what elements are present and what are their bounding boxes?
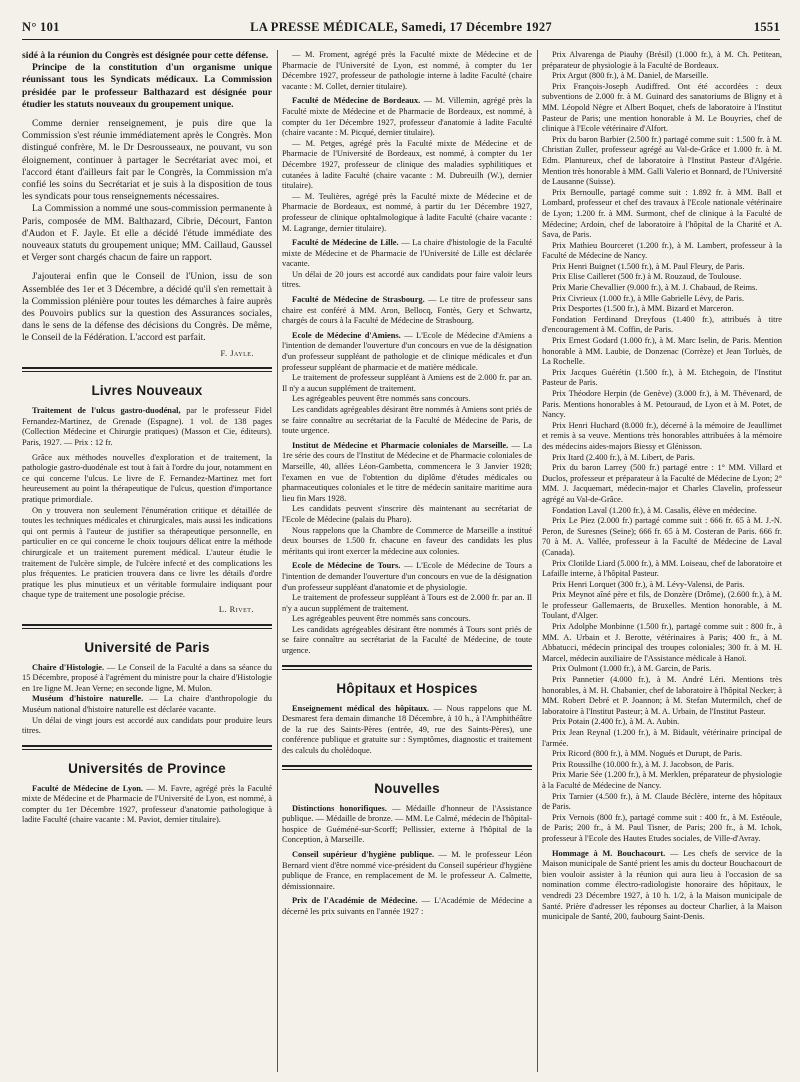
section-rule [22,628,272,629]
prize-entry: Fondation Laval (1.200 fr.), à M. Casalis, élève en médecine. [552,505,757,515]
prize-entry: Prix du baron Barbier (2.500 fr.) partagé comme suit : 1.500 fr. à M. Christian Zuller, professeur agrégé au Val-de-Grâce et 1.000 fr. à M. Edm. Plantureux, chef de laboratoire à l'Institut Pasteur d'Algérie. Mention très honorable à MM. Galli Valerio et Bonnard, de l'Université de Lausanne (Suisse). [542,134,782,187]
paragraph: J'ajouterai enfin que le Conseil de l'Union, issu de son Assemblée des 1er et 3 Décembre, a décidé qu'il s'en remettait à la Commission plénière pour toutes les démarches à faire auprès des Pouvoirs publics sur la question des Assurances sociales, dans le sens de la défense des décisions du Congrès. De même, le Conseil de la Fédération. L'accord est parfait. [22,271,272,344]
signature: F. Jayle. [220,348,254,358]
book-title: Traitement de l'ulcus gastro-duodénal, [32,406,181,416]
item-text: — La 1re série des cours de l'Institut de Médecine et de Pharmacie coloniales de Marseille, 40, allées Léon-Gambetta, commencera le 3 Janvier 1928; l'examen en vue de l'obtention du diplôme d'études médicales ou pharmaceutiques coloniales et le titre de médecin sanitaire maritime aura lieu fin Mars 1928. [282,440,532,503]
paragraph: Comme dernier renseignement, je puis dire que la Commission s'est réunie immédiatement après le Congrès. Mon distingué confrère, M. le Dr Desrousseaux, ne pouvant, vu son éloignement, continuer à partager le Secrétariat avec moi, et l'accord étant d'ailleurs fait par le Congrès, la Commission m'a confié les soins du Secrétariat et je suis à la disposition de tous les syndicats pour tous renseignements nécessaires. [22,118,272,203]
section-rule [22,624,272,626]
prize-entry: Prix Henri Huchard (8.000 fr.), décerné à la mémoire de Jeaullimet et remis à sa veuve. Mentions très honorables attribuées à la mémoire des médecins aides-majors Biessy et Glénisson. [542,420,782,451]
item-heading: Faculté de Médecine de Bordeaux. [292,96,421,106]
signature: L. Rivet. [218,604,254,614]
item-heading: Hommage à M. Bouchacourt. [552,848,666,858]
item-heading: Faculté de Médecine de Strasbourg. [292,295,425,305]
item-text: — Nous rappelons que M. Desmarest fera demain dimanche 18 Décembre, à 10 h., à l'Amphithéâtre de la rue des Saints-Pères (entrée, 49, rue des Saints-Pères), une conférence publique et gratuite sur : Symptômes, diagnostic et traitement des calculs du cholédoque. [282,703,532,756]
column-divider [537,50,538,1072]
section-title-nouvelles: Nouvelles [374,780,440,796]
prize-entry: Prix Jacques Guérétin (1.500 fr.), à M. Etchegoin, de l'Institut Pasteur de Paris. [542,367,782,388]
prize-entry: Prix Marie Chevallier (9.000 fr.), à M. J. Chabaud, de Reims. [552,283,758,293]
item-heading: Prix de l'Académie de Médecine. [292,896,418,906]
prize-entry: Prix Bernoulle, partagé comme suit : 1.892 fr. à MM. Ball et Lombard, professeur et chef des travaux à l'Ecole nationale vétérinaire de Lyon; 1.200 fr. à MM. Surmont, chef de clinique à la Faculté de Médecine; Ardoin, chef de laboratoire à l'hôpital de la Charité et A. Sava, de Paris. [542,187,782,240]
prize-entry: Prix Itard (2.400 fr.), à M. Libert, de Paris. [552,452,695,462]
section-rule [282,765,532,767]
column-middle [282,50,532,1075]
prize-entry: Prix François-Joseph Audiffred. Ont été accordées : deux subventions de 2.000 fr. à M. Guinard des sanatoriums de Bligny et à MM. Léopold Nègre et Albert Boquet, chefs de laboratoire à l'Institut Pasteur de Paris; une mention honorable à M. Le Bouyries, chef de clinique à l'Ecole vétérinaire d'Alfort. [542,81,782,134]
journal-title: LA PRESSE MÉDICALE, Samedi, 17 Décembre 1927 [250,20,552,34]
paragraph: Le traitement de professeur suppléant à Amiens est de 2.000 fr. par an. Il n'y a aucun supplément de traitement. [282,373,532,393]
item-heading: Institut de Médecine et Pharmacie coloniales de Marseille. [292,440,509,450]
prize-entry: Prix Ricord (800 fr.), à MM. Nogués et Durupt, de Paris. [552,749,743,759]
prize-entry: Prix Argut (800 fr.), à M. Daniel, de Marseille. [552,71,709,81]
item-heading: Faculté de Médecine de Lille. [292,238,399,248]
prize-entry: Prix Vernois (800 fr.), partagé comme suit : 400 fr., à M. Estéoule, de Paris; 200 fr., à M. Paul Tisner, de Paris; 200 fr., à M. Ichok, professeur à l'Ecole des Hautes Etudes sociales, de Ville-d'Avray. [542,812,782,843]
section-rule [282,669,532,670]
section-rule [22,371,272,372]
item-heading: Conseil supérieur d'hygiène publique. [292,850,435,859]
prize-entry: Fondation Ferdinand Dreyfous (1.400 fr.), attribués à titre d'encouragement à M. Coffin, de Paris. [542,314,782,335]
section-rule [22,367,272,369]
paragraph: Le traitement de professeur suppléant à Tours est de 2.000 fr. par an. Il n'y a aucun supplément de traitement. [282,593,532,613]
item-text: — Médaille d'honneur de l'Assistance publique. — Médaille de bronze. — MM. Le Calmé, médecin de l'hôpital-hospice de Guéméné-sur-Scorff; Pellissier, externe à l'hôpital de la Conception, à Marseille. [282,803,532,845]
prize-entry: Prix Théodore Herpin (de Genève) (3.000 fr.), à M. Thévenard, de Paris. Mentions honorables à M. Petouraud, de Lyon et à M. Potet, de Nancy. [542,389,782,420]
prize-entry: Prix Meynot aîné père et fils, de Donzère (Drôme), (2.600 fr.), à M. le professeur Gallemaerts, de Bruxelles. Mention honorable, à M. Toulant, d'Alger. [542,590,782,621]
paragraph: Les candidats agrégeables désirant être nommés à Tours sont priés de se faire connaître au secrétariat de la Faculté de Médecine, de toute urgence. [282,624,532,656]
paragraph: Les candidats agrégeables désirant être nommés à Amiens sont priés de se faire connaître au secrétariat de la Faculté de Médecine de Paris, de toute urgence. [282,405,532,436]
paragraph: Principe de la constitution d'un organisme unique réunissant tous les Syndicats médicaux. La Commission présidée par le professeur Balthazard est désignée pour étudier les statuts nouveaux du groupement unique. [22,62,272,110]
prize-entry: Prix Mathieu Bourceret (1.200 fr.), à M. Lambert, professeur à la Faculté de Médecine de Nancy. [542,240,782,261]
prize-entry: Prix du baron Larrey (500 fr.) partagé entre : 1° MM. Villard et Duclos, professeur et préparateur à la Faculté de Médecine de Lyon; 2° MM. J. Jacquemart, médecin-major et Charles Clavelin, professeur agrégé au Val-de-Grâce. [542,463,782,504]
item-heading: Distinctions honorifiques. [292,803,387,813]
section-title-universite-paris: Université de Paris [84,639,210,655]
paragraph: Les agrégeables peuvent être nommés sans concours. [292,394,471,404]
item-heading: Ecole de Médecine d'Amiens. [292,330,401,340]
prize-entry: Prix Pannetier (4.000 fr.), à M. André Léri. Mentions très honorables, à M. H. Chabanier, chef de laboratoire à l'hôpital Necker; à MM. Robert Debré et P. Joannon; à M. Stefan Mutermilch, chef de laboratoire à l'Institut Pasteur; à M. A. Urbain, de l'Institut Pasteur. [542,675,782,716]
item-text: — La chaire d'histologie de la Faculté mixte de Médecine et de Pharmacie de l'Université de Lille est déclarée vacante. [282,238,532,269]
paragraph: — M. Petges, agrégé près la Faculté mixte de Médecine et de Pharmacie de l'Université de Bordeaux, est nommé, à compter du 1er Décembre 1927, professeur de clinique des maladies syphilitiques et cutanées à ladite Faculté (chaire vacante : M. Dubreuilh (W.), dernier titulaire). [282,138,532,191]
paragraph: Les candidats peuvent s'inscrire dès maintenant au secrétariat de l'Ecole de Médecine (palais du Pharo). [282,504,532,524]
prize-entry: Prix Desportes (1.500 fr.), à MM. Bizard et Marceron. [552,304,734,314]
section-title-universites-province: Universités de Province [68,760,226,776]
page-number-left: N° 101 [22,20,60,34]
prize-entry: Prix Le Piez (2.000 fr.) partagé comme suit : 666 fr. 65 à M. J.-N. Peron, de Suresnes (Seine); 666 fr. 65 à M. Costeran de Paris. 666 fr. 70 à M. A. Vallée, professeur à la Faculté de Médecine de Laval (Canada). [542,516,782,557]
paragraph: sidé à la réunion du Congrès est désignée pour cette défense. [22,50,269,61]
section-title-livres: Livres Nouveaux [91,383,203,399]
item-heading: Enseignement médical des hôpitaux. [292,703,430,713]
section-title-hopitaux: Hôpitaux et Hospices [336,680,478,696]
paragraph: — M. Froment, agrégé près la Faculté mixte de Médecine et de Pharmacie de l'Université de Lyon, est nommé, à compter du 1er Décembre 1927, professeur de pathologie interne à ladite Faculté (chaire vacante : M. Collet, dernier titulaire). [282,50,532,91]
paragraph: Un délai de 20 jours est accordé aux candidats pour faire valoir leurs titres. [282,269,532,290]
column-right [542,50,782,1075]
prize-entry: Prix Marie Sée (1.200 fr.), à M. Merklen, préparateur de physiologie à la Faculté de Médecine de Nancy. [542,770,782,790]
section-rule [22,745,272,747]
column-divider [277,50,278,1072]
prize-entry: Prix Jean Reynal (1.200 fr.), à M. Bidault, vétérinaire principal de l'armée. [542,728,782,748]
prize-entry: Prix Civrieux (1.000 fr.), à Mlle Gabrielle Lévy, de Paris. [552,293,745,303]
prize-entry: Prix Ernest Godard (1.000 fr.), à M. Marc Iselin, de Paris. Mention honorable à MM. Laubie, de Donzenac (Corrèze) et Jean Torluès, de La Rochelle. [542,336,782,367]
item-text: — Le titre de professeur sans chaire est conféré à MM. Aron, Bellocq, Fontès, Gery et Schwartz, chargés de cours à la Faculté de Médecine de Strasbourg. [282,295,532,326]
paragraph: La Commission a nommé une sous-commission permanente à Paris, composée de MM. Balthazard, Cibrie, Décourt, Fanton d'Audon et F. Jayle. Et elle a décidé l'étude immédiate des nouveaux statuts du groupement unique; MM. Caillaud, Gaussel et Verger sont chargés chacun de faire un rapport. [22,203,272,264]
prize-entry: Prix Alvarenga de Piauhy (Brésil) (1.000 fr.), à M. Ch. Petitean, préparateur de physiologie à la Faculté de Bordeaux. [542,50,782,70]
prize-entry: Prix Roussilhe (10.000 fr.), à M. J. Jacobson, de Paris. [552,759,734,769]
item-heading: Chaire d'Histologie. [32,662,105,672]
prize-entry: Prix Adolphe Monbinne (1.500 fr.), partagé comme suit : 800 fr., à MM. A. Urbain et J. Berotte, vétérinaires à Paris; 400 fr., à M. Abbatucci, médecin principal des troupes coloniales; 300 fr. à M. H. Marcel, médecin auxiliaire de l'Assistance médicale à Hanoï. [542,622,782,663]
item-text: — M. le professeur Léon Bernard vient d'être nommé vice-président du Conseil supérieur d'hygiène publique de France, en remplacement de M. le professeur A. Calmette, démissionnaire. [282,850,532,891]
item-text: — La chaire d'anthropologie du Muséum national d'histoire naturelle est déclarée vacante. [22,694,272,714]
prize-entry: Prix Potain (2.400 fr.), à M. A. Aubin. [552,717,680,727]
item-text: — L'Ecole de Médecine d'Amiens a l'intention de demander l'ouverture d'un concours en vue de la désignation d'un professeur suppléant de pathologie et de clinique médicales et d'un professeur suppléant de pharmacie et de matière médicale. [282,330,532,372]
item-text: — L'Ecole de Médecine de Tours a l'intention de demander l'ouverture d'un concours en vue de la désignation d'un professeur suppléant d'anatomie et de physiologie. [282,561,532,592]
paragraph: Les agrégeables peuvent être nommés sans concours. [292,614,471,624]
column-left [22,50,272,1075]
paragraph: Nous rappelons que la Chambre de Commerce de Marseille a institué deux bourses de 1.500 fr. chacune en faveur des candidats les plus méritants qui iront exercer la médecine aux colonies. [282,525,532,556]
section-rule [282,769,532,770]
section-rule [22,749,272,750]
page-header [22,14,780,40]
paragraph: Un délai de vingt jours est accordé aux candidats pour produire leurs titres. [22,715,272,736]
prize-entry: Prix Tarnier (4.500 fr.), à M. Claude Béclère, interne des hôpitaux de Paris. [542,791,782,812]
paragraph: — M. Teulières, agrégé près la Faculté mixte de Médecine et de Pharmacie de Bordeaux, est nommé, à partir du 1er Décembre 1927, professeur de clinique ophtalmologique à ladite Faculté (chaire vacante : M. Lagrange, dernier titulaire). [282,191,532,233]
prize-entry: Prix Henri Buignet (1.500 fr.), à M. Paul Fleury, de Paris. [552,261,745,271]
item-text: — M. Villemin, agrégé près la Faculté mixte de Médecine et de Pharmacie de Bordeaux, est nommé, à compter du 1er Décembre 1927, professeur d'anatomie à ladite Faculté (chaire vacante : M. Picqué, dernier titulaire). [282,96,532,138]
prize-entry: Prix Elise Cailleret (500 fr.) à M. Rouzaud, de Toulouse. [552,272,742,282]
prize-entry: Prix Oulmont (1.000 fr.), à M. Garcin, de Paris. [552,664,712,674]
prize-entry: Prix Clotilde Liard (5.000 fr.), à MM. Loiseau, chef de laboratoire et Lafaille interne, à l'hôpital Pasteur. [542,558,782,579]
paragraph: On y trouvera non seulement l'énumération critique et détaillée de toutes les techniques médicales et chirurgicales, mais aussi les indications qui ont permis à l'auteur de justifier sa thérapeutique personnelle, en particulier en ce qui concerne le choix toujours délicat entre la méthode chirurgicale et un traitement purement médical. L'auteur étudie le traitement de l'ulcère simple, de l'ulcère infecté et des complications les plus fréquentes. Le praticien trouvera dans ce livre les détails d'ordre pratique les plus minutieux et un véritable formulaire indiquant pour chaque type de traitement une posologie précise. [22,505,272,600]
item-text: — L'Académie de Médecine a décerné les prix suivants en l'année 1927 : [282,896,532,916]
item-heading: Ecole de Médecine de Tours. [292,561,401,571]
item-heading: Muséum d'histoire naturelle. [32,694,144,704]
page-number-right: 1551 [753,20,780,34]
paragraph: Grâce aux méthodes nouvelles d'exploration et de traitement, la pathologie gastro-duodénale est tout à fait à l'ordre du jour, notamment en ce qui concerne l'ulcus. Le livre de F. Fernandez-Martinez met fort heureusement au point la thérapeutique de l'ulcus, question d'importance pratique primordiale. [22,452,272,505]
book-reference: par le professeur Fidel Fernandez-Martinez, de Grenade (Espagne). 1 vol. de 138 pages (Collection Médecine et Chirurgie pratiques) (Masson et Cie, éditeurs). Paris, 1927. — Prix : 12 fr. [22,406,272,448]
prize-entry: Prix Henri Lorquet (300 fr.), à M. Lévy-Valensi, de Paris. [552,579,745,589]
item-text: — M. Favre, agrégé près la Faculté mixte de Médecine et de Pharmacie de l'Université de Lyon, est nommé, à compter du 1er Décembre 1927, professeur d'anatomie pathologique à ladite Faculté (chaire vacante : M. Paviot, dernier titulaire). [22,783,272,825]
item-text: — Les chefs de service de la Maison municipale de Santé prient les amis du docteur Bouchacourt de bien vouloir assister à la réunion qui aura lieu à l'occasion de sa nomination comme électro-radiologiste honoraire des hôpitaux, le vendredi 23 Décembre 1927, à 10 h. 1/2, à la Maison municipale de Santé. Prière d'adresser les réponses au docteur Charlier, à la Maison municipale de Santé, 200, faubourg Saint-Denis. [542,848,782,922]
item-text: — Le Conseil de la Faculté a dans sa séance du 15 Décembre, proposé à l'agrément du ministre pour la chaire d'Histologie en 1re ligne M. Jean Verne; en seconde ligne, M. Mulon. [22,662,272,693]
section-rule [282,665,532,667]
item-heading: Faculté de Médecine de Lyon. [32,783,144,793]
